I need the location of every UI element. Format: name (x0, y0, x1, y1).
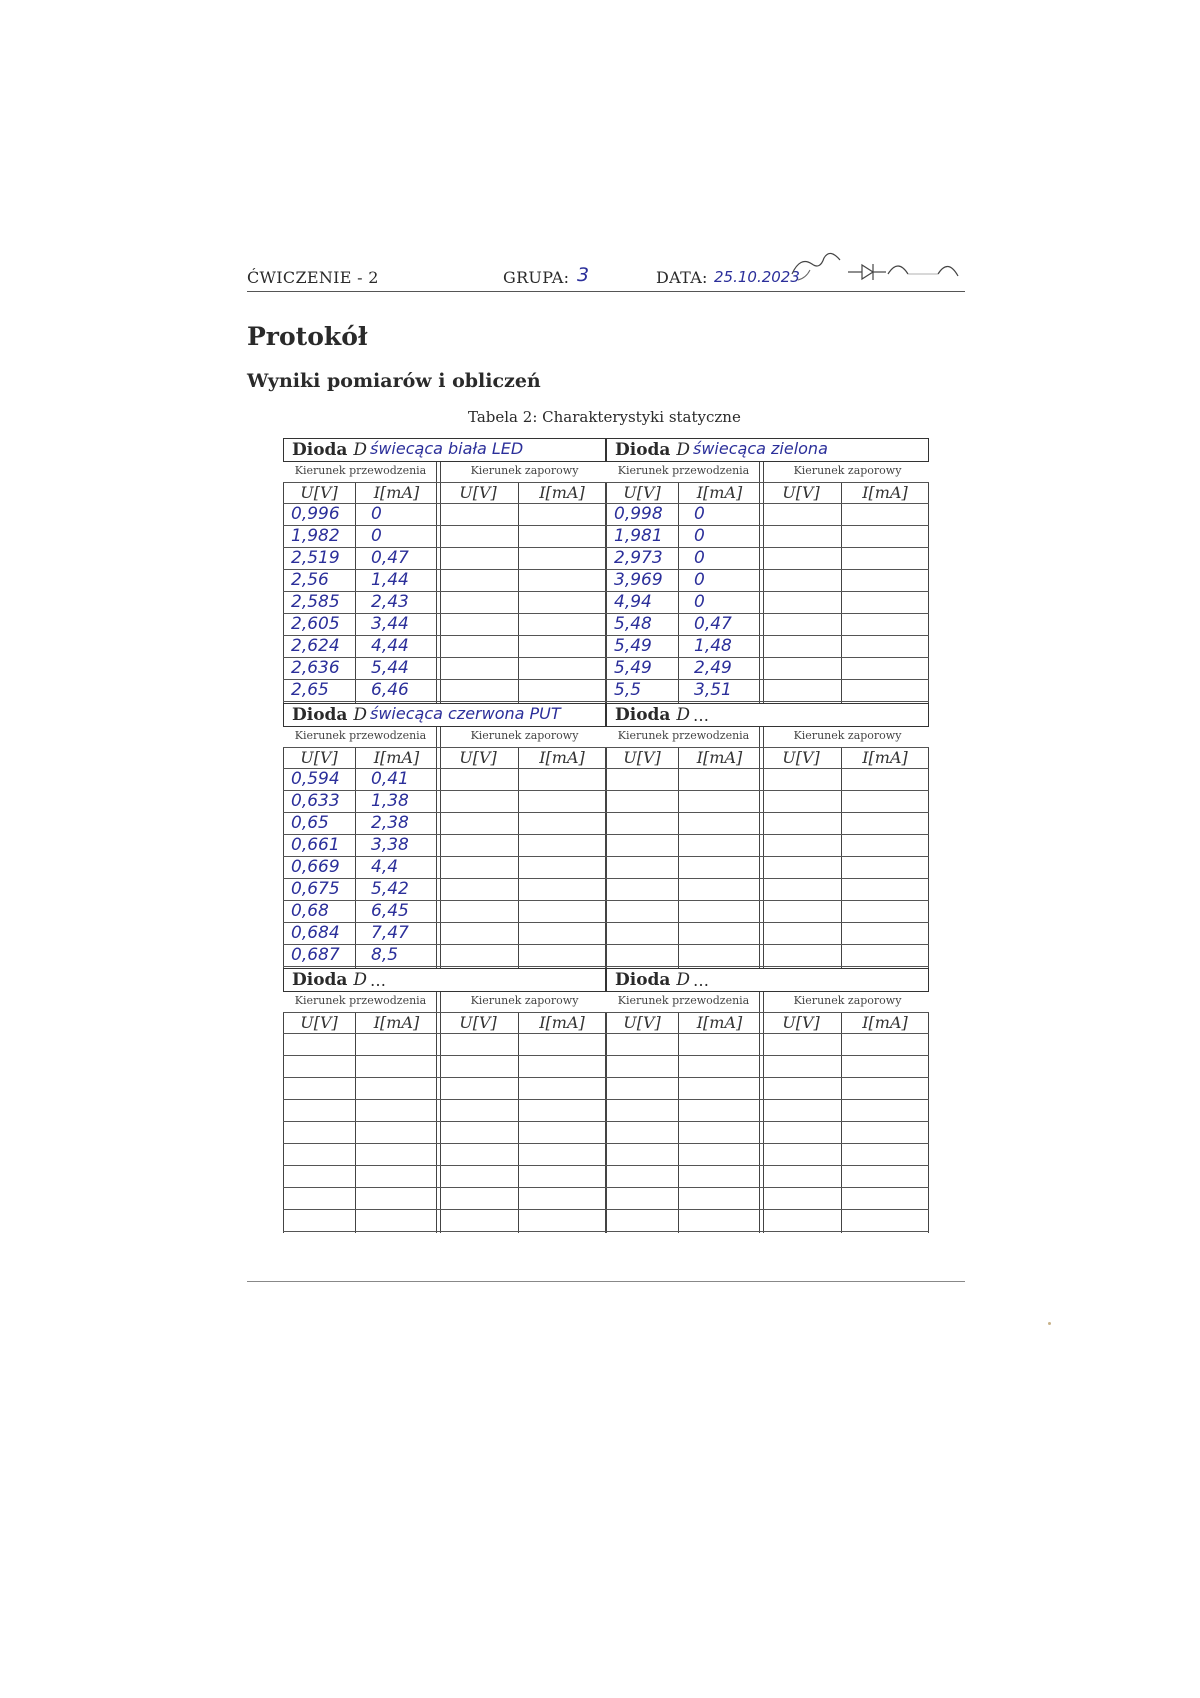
grid-border (283, 747, 284, 968)
row-line (606, 1121, 929, 1122)
row-line (283, 569, 606, 570)
diode-symbol-d: D (353, 705, 368, 725)
voltage-cell: 0,684 (291, 923, 340, 943)
current-cell: 0,47 (371, 548, 409, 568)
column-header: U[V] (782, 748, 820, 767)
scan-speck (1048, 1322, 1051, 1325)
current-cell: 0 (371, 504, 382, 524)
column-header: U[V] (623, 748, 661, 767)
grid-divider (678, 1012, 679, 1233)
current-cell: 0 (694, 570, 705, 590)
column-header: U[V] (459, 748, 497, 767)
diode-block-1 (283, 438, 606, 703)
voltage-cell: 0,594 (291, 769, 340, 789)
row-line (283, 679, 606, 680)
row-line (283, 1121, 606, 1122)
voltage-cell: 0,68 (291, 901, 329, 921)
current-cell: 5,42 (371, 879, 409, 899)
diode-block-2 (606, 438, 929, 703)
dioda-word: Dioda (615, 440, 671, 460)
voltage-cell: 2,56 (291, 570, 329, 590)
current-cell: 1,44 (371, 570, 409, 590)
row-line (606, 834, 929, 835)
diode-block-header (606, 968, 929, 992)
row-line (606, 944, 929, 945)
diode-label (292, 705, 367, 725)
voltage-cell: 0,661 (291, 835, 340, 855)
column-header: I[mA] (373, 748, 420, 767)
voltage-cell: 2,605 (291, 614, 340, 634)
voltage-cell: 2,65 (291, 680, 329, 700)
diode-name: świecąca biała LED (370, 439, 524, 458)
current-cell: 0 (694, 526, 705, 546)
voltage-cell: 0,65 (291, 813, 329, 833)
reverse-direction-label: Kierunek zaporowy (793, 729, 902, 742)
diode-symbol-doodle (760, 250, 970, 290)
diode-name: świecąca czerwona PUT (370, 704, 561, 723)
grid-divider (841, 482, 842, 703)
row-line (283, 701, 606, 702)
column-header: U[V] (623, 1013, 661, 1032)
row-line (606, 922, 929, 923)
row-line (606, 1209, 929, 1210)
current-cell: 1,38 (371, 791, 409, 811)
grid-divider (518, 1012, 519, 1233)
current-cell: 2,49 (694, 658, 732, 678)
current-cell: 5,44 (371, 658, 409, 678)
diode-block-4 (606, 703, 929, 968)
row-line (606, 701, 929, 702)
voltage-cell: 1,982 (291, 526, 340, 546)
row-line (606, 1187, 929, 1188)
column-header: U[V] (300, 483, 338, 502)
column-header: I[mA] (539, 483, 585, 502)
column-header: I[mA] (373, 1013, 420, 1032)
row-line (606, 966, 929, 967)
current-cell: 1,48 (694, 636, 732, 656)
column-header: I[mA] (696, 748, 743, 767)
grid-border (928, 482, 929, 703)
voltage-cell: 4,94 (614, 592, 652, 612)
diode-block-header (606, 703, 929, 727)
row-line (283, 1209, 606, 1210)
voltage-cell: 0,687 (291, 945, 340, 965)
row-line (283, 1165, 606, 1166)
measurement-grid (606, 482, 929, 703)
voltage-cell: 0,675 (291, 879, 340, 899)
row-line (283, 1187, 606, 1188)
diode-symbol-d: D (353, 970, 368, 990)
diode-symbol-d: D (676, 440, 691, 460)
current-cell: 2,43 (371, 592, 409, 612)
grid-border (928, 1012, 929, 1233)
voltage-cell: 2,636 (291, 658, 340, 678)
row-line (606, 1055, 929, 1056)
grid-border (606, 1012, 607, 1233)
row-line (283, 1012, 606, 1013)
row-line (606, 1099, 929, 1100)
row-line (283, 900, 606, 901)
row-line (283, 1055, 606, 1056)
row-line (283, 482, 606, 483)
column-header: I[mA] (862, 748, 908, 767)
grid-divider (355, 1012, 356, 1233)
dioda-word: Dioda (292, 705, 348, 725)
current-cell: 0,41 (371, 769, 409, 789)
reverse-direction-label: Kierunek zaporowy (793, 464, 902, 477)
diode-symbol-d: D (676, 705, 691, 725)
column-header: I[mA] (373, 483, 420, 502)
current-cell: 3,44 (371, 614, 409, 634)
reverse-direction-label: Kierunek zaporowy (470, 729, 579, 742)
row-line (283, 1231, 606, 1232)
row-line (606, 1231, 929, 1232)
column-header: U[V] (459, 1013, 497, 1032)
reverse-direction-label: Kierunek zaporowy (470, 464, 579, 477)
current-cell: 7,47 (371, 923, 409, 943)
current-cell: 0 (694, 504, 705, 524)
voltage-cell: 3,969 (614, 570, 663, 590)
grid-border (283, 1012, 284, 1233)
forward-direction-label: Kierunek przewodzenia (294, 464, 427, 477)
column-header: U[V] (300, 1013, 338, 1032)
row-line (606, 790, 929, 791)
row-line (606, 591, 929, 592)
grid-divider (518, 482, 519, 703)
voltage-cell: 0,669 (291, 857, 340, 877)
row-line (606, 747, 929, 748)
diode-block-6 (606, 968, 929, 1233)
current-cell: 3,51 (694, 680, 732, 700)
column-header: I[mA] (696, 1013, 743, 1032)
date-label: DATA: (656, 268, 708, 287)
current-cell: 6,45 (371, 901, 409, 921)
voltage-cell: 5,49 (614, 636, 652, 656)
voltage-cell: 2,519 (291, 548, 340, 568)
current-cell: 0 (371, 526, 382, 546)
forward-direction-label: Kierunek przewodzenia (294, 994, 427, 1007)
column-header: I[mA] (539, 748, 585, 767)
row-line (283, 1077, 606, 1078)
column-header: U[V] (782, 1013, 820, 1032)
row-line (283, 966, 606, 967)
column-header: U[V] (782, 483, 820, 502)
row-line (283, 1143, 606, 1144)
row-line (606, 482, 929, 483)
group-value: 3 (577, 264, 590, 286)
footer-rule (247, 1281, 965, 1282)
voltage-cell: 2,585 (291, 592, 340, 612)
dioda-word: Dioda (615, 970, 671, 990)
voltage-cell: 0,996 (291, 504, 340, 524)
date-value: 25.10.2023 (714, 268, 800, 286)
forward-direction-label: Kierunek przewodzenia (294, 729, 427, 742)
diode-block-header (283, 438, 606, 462)
diode-block-header (283, 703, 606, 727)
table-caption: Tabela 2: Charakterystyki statyczne (468, 408, 741, 426)
diode-label (615, 440, 690, 460)
column-header: I[mA] (862, 1013, 908, 1032)
diode-block-header (606, 438, 929, 462)
diode-block-5 (283, 968, 606, 1233)
column-header: I[mA] (696, 483, 743, 502)
diode-block-header (283, 968, 606, 992)
current-cell: 8,5 (371, 945, 399, 965)
forward-direction-label: Kierunek przewodzenia (617, 729, 750, 742)
diode-label (615, 970, 690, 990)
voltage-cell: 2,624 (291, 636, 340, 656)
forward-direction-label: Kierunek przewodzenia (617, 464, 750, 477)
page-title: Protokół (247, 322, 368, 351)
voltage-cell: 1,981 (614, 526, 663, 546)
current-cell: 3,38 (371, 835, 409, 855)
dioda-word: Dioda (292, 440, 348, 460)
measurement-grid (283, 482, 606, 703)
row-line (606, 613, 929, 614)
diode-name: świecąca zielona (693, 439, 828, 458)
column-header: U[V] (459, 483, 497, 502)
grid-divider (355, 482, 356, 703)
exercise-label: ĆWICZENIE - 2 (247, 268, 379, 287)
diode-name-placeholder: … (693, 971, 709, 990)
measurement-grid (606, 1012, 929, 1233)
row-line (606, 635, 929, 636)
row-line (606, 1012, 929, 1013)
row-line (606, 1033, 929, 1034)
column-header: I[mA] (539, 1013, 585, 1032)
row-line (606, 679, 929, 680)
dioda-word: Dioda (615, 705, 671, 725)
current-cell: 4,44 (371, 636, 409, 656)
grid-divider (355, 747, 356, 968)
row-line (606, 856, 929, 857)
grid-border (283, 482, 284, 703)
column-header: I[mA] (862, 483, 908, 502)
group-label: GRUPA: (503, 268, 570, 287)
column-header: U[V] (623, 483, 661, 502)
grid-border (928, 747, 929, 968)
diode-label (292, 440, 367, 460)
grid-divider (678, 482, 679, 703)
grid-divider (841, 747, 842, 968)
diode-label (292, 970, 367, 990)
current-cell: 0,47 (694, 614, 732, 634)
grid-border (606, 482, 607, 703)
row-line (606, 812, 929, 813)
section-subtitle: Wyniki pomiarów i obliczeń (247, 370, 541, 392)
voltage-cell: 2,973 (614, 548, 663, 568)
voltage-cell: 5,49 (614, 658, 652, 678)
grid-divider (518, 747, 519, 968)
row-line (606, 768, 929, 769)
row-line (283, 1099, 606, 1100)
grid-divider (678, 747, 679, 968)
row-line (606, 1143, 929, 1144)
row-line (606, 657, 929, 658)
current-cell: 0 (694, 592, 705, 612)
diode-block-3 (283, 703, 606, 968)
diode-label (615, 705, 690, 725)
diode-name-placeholder: … (693, 706, 709, 725)
row-line (283, 1033, 606, 1034)
voltage-cell: 0,633 (291, 791, 340, 811)
reverse-direction-label: Kierunek zaporowy (793, 994, 902, 1007)
current-cell: 4,4 (371, 857, 399, 877)
diode-name-placeholder: … (370, 971, 386, 990)
measurement-grid (283, 747, 606, 968)
row-line (283, 812, 606, 813)
measurement-grid (606, 747, 929, 968)
dioda-word: Dioda (292, 970, 348, 990)
current-cell: 6,46 (371, 680, 409, 700)
voltage-cell: 5,5 (614, 680, 642, 700)
diode-symbol-d: D (353, 440, 368, 460)
row-line (606, 1165, 929, 1166)
row-line (606, 1077, 929, 1078)
column-header: U[V] (300, 748, 338, 767)
reverse-direction-label: Kierunek zaporowy (470, 994, 579, 1007)
measurement-grid (283, 1012, 606, 1233)
row-line (606, 878, 929, 879)
grid-border (606, 747, 607, 968)
current-cell: 2,38 (371, 813, 409, 833)
current-cell: 0 (694, 548, 705, 568)
header-rule (247, 291, 965, 292)
voltage-cell: 0,998 (614, 504, 663, 524)
row-line (283, 747, 606, 748)
diode-symbol-d: D (676, 970, 691, 990)
row-line (606, 900, 929, 901)
forward-direction-label: Kierunek przewodzenia (617, 994, 750, 1007)
grid-divider (841, 1012, 842, 1233)
voltage-cell: 5,48 (614, 614, 652, 634)
